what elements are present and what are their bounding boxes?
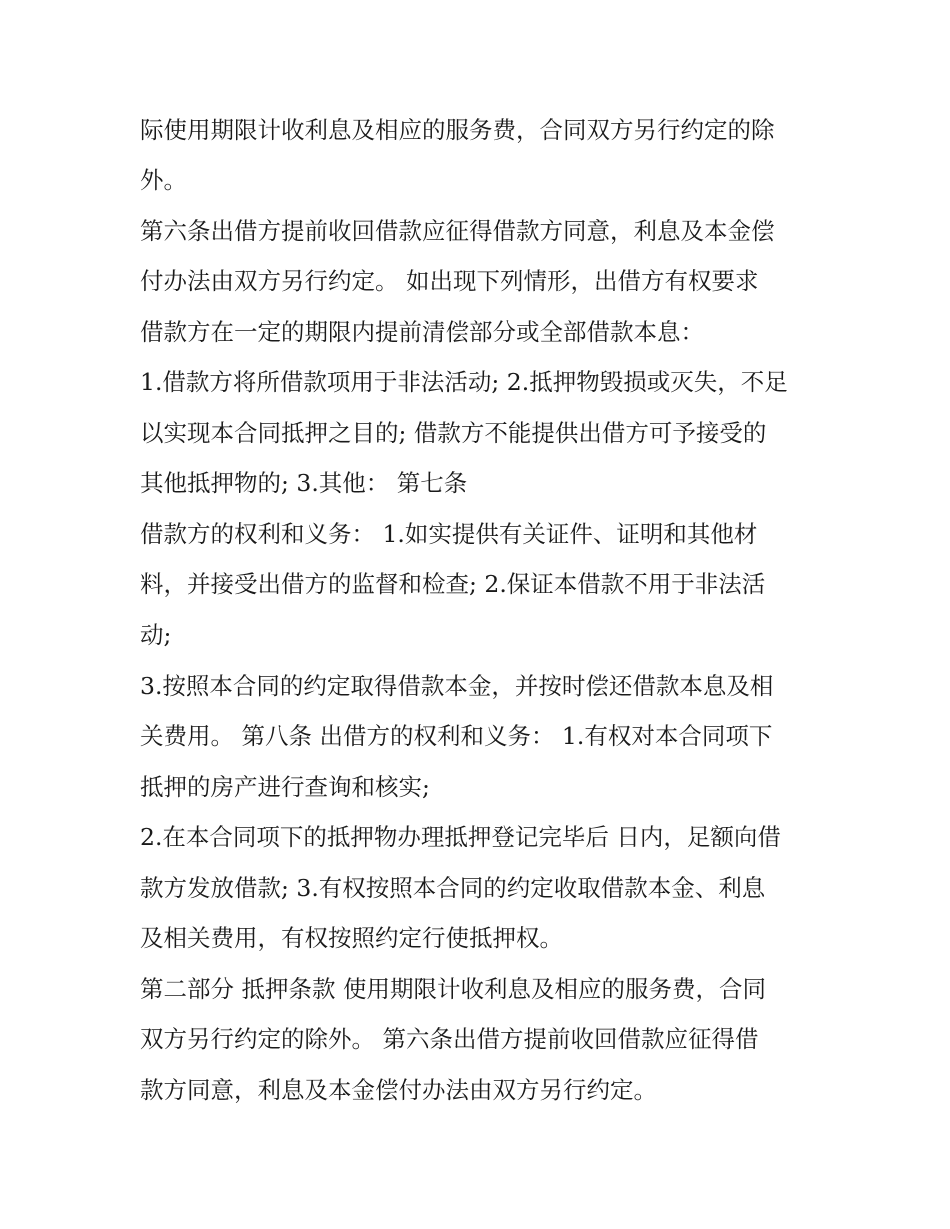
text-line: 双方另行约定的除外。 第六条出借方提前收回借款应征得借 — [140, 1025, 759, 1053]
text-line: 际使用期限计收利息及相应的服务费，合同双方另行约定的除 — [140, 116, 775, 144]
text-line: 动; — [140, 621, 172, 649]
text-line: 3.按照本合同的约定取得借款本金，并按时偿还借款本息及相 — [140, 672, 774, 700]
text-line: 款方同意，利息及本金偿付办法由双方另行约定。 — [140, 1076, 657, 1104]
text-line: 其他抵押物的; 3.其他： 第七条 — [140, 469, 468, 497]
text-line: 及相关费用，有权按照约定行使抵押权。 — [140, 924, 563, 952]
text-line: 抵押的房产进行查询和核实; — [140, 773, 430, 801]
text-line: 料，并接受出借方的监督和检查; 2.保证本借款不用于非法活 — [140, 570, 766, 598]
text-line: 付办法由双方另行约定。 如出现下列情形，出借方有权要求 — [140, 267, 759, 295]
text-line: 关费用。 第八条 出借方的权利和义务： 1.有权对本合同项下 — [140, 722, 773, 750]
text-line: 2.在本合同项下的抵押物办理抵押登记完毕后 日内，足额向借 — [140, 823, 781, 851]
text-line: 1.借款方将所借款项用于非法活动; 2.抵押物毁损或灭失，不足 — [140, 368, 788, 396]
text-line: 以实现本合同抵押之目的; 借款方不能提供出借方可予接受的 — [140, 419, 767, 447]
text-line: 借款方在一定的期限内提前清偿部分或全部借款本息： — [140, 318, 704, 346]
text-line: 外。 — [140, 166, 187, 194]
text-line: 第二部分 抵押条款 使用期限计收利息及相应的服务费，合同 — [140, 975, 766, 1003]
text-line: 款方发放借款; 3.有权按照本合同的约定收取借款本金、利息 — [140, 874, 766, 902]
text-line: 借款方的权利和义务： 1.如实提供有关证件、证明和其他材 — [140, 520, 758, 548]
text-line: 第六条出借方提前收回借款应征得借款方同意，利息及本金偿 — [140, 217, 775, 245]
